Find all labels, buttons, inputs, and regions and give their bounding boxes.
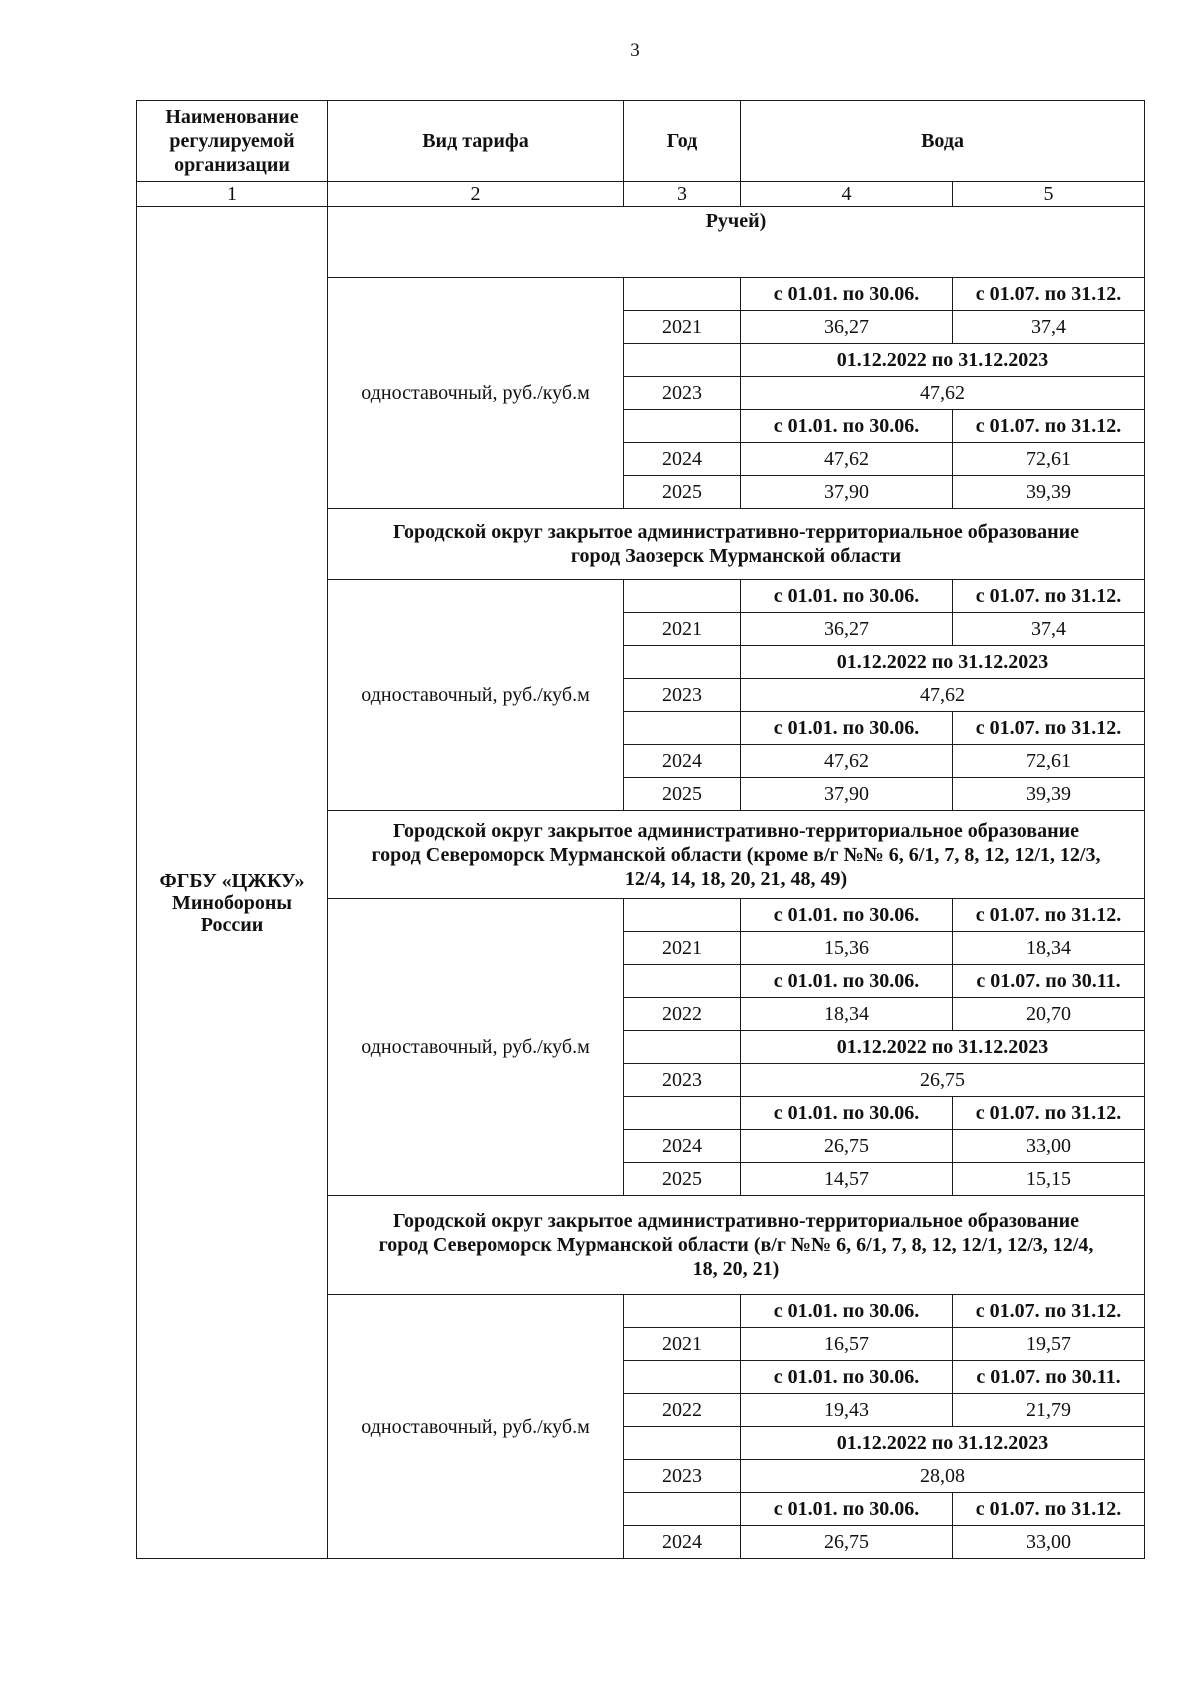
column-number: 2 bbox=[328, 182, 624, 207]
section-title: Городской округ закрытое административно-территориальное образование город Заозерск Мурманской области bbox=[328, 509, 1145, 580]
tariff-table bbox=[136, 100, 1145, 1559]
year-cell: 2022 bbox=[624, 1394, 741, 1427]
year-cell: 2024 bbox=[624, 1130, 741, 1163]
period-full-label: 01.12.2022 по 31.12.2023 bbox=[741, 344, 1145, 377]
period-end-label: с 01.07. по 30.11. bbox=[953, 965, 1145, 998]
year-cell: 2024 bbox=[624, 443, 741, 476]
value-full-period: 28,08 bbox=[741, 1460, 1145, 1493]
value-first-half: 19,43 bbox=[741, 1394, 953, 1427]
header-tariff-type: Вид тарифа bbox=[328, 101, 624, 182]
year-cell: 2023 bbox=[624, 377, 741, 410]
period-end-label: с 01.07. по 31.12. bbox=[953, 410, 1145, 443]
value-first-half: 47,62 bbox=[741, 745, 953, 778]
value-second-half: 19,57 bbox=[953, 1328, 1145, 1361]
period-start-label: с 01.01. по 30.06. bbox=[741, 1361, 953, 1394]
period-start-label: с 01.01. по 30.06. bbox=[741, 1097, 953, 1130]
tariff-type: одноставочный, руб./куб.м bbox=[328, 1295, 624, 1559]
year-cell bbox=[624, 1031, 741, 1064]
value-second-half: 72,61 bbox=[953, 745, 1145, 778]
year-cell: 2021 bbox=[624, 613, 741, 646]
organization-name: ФГБУ «ЦЖКУ» Минобороны России bbox=[137, 207, 328, 1559]
value-first-half: 16,57 bbox=[741, 1328, 953, 1361]
year-cell bbox=[624, 344, 741, 377]
value-second-half: 20,70 bbox=[953, 998, 1145, 1031]
year-cell bbox=[624, 1295, 741, 1328]
year-cell: 2021 bbox=[624, 311, 741, 344]
year-cell: 2024 bbox=[624, 1526, 741, 1559]
year-cell: 2025 bbox=[624, 476, 741, 509]
column-number: 3 bbox=[624, 182, 741, 207]
year-cell bbox=[624, 646, 741, 679]
year-cell bbox=[624, 1361, 741, 1394]
header-year: Год bbox=[624, 101, 741, 182]
value-first-half: 18,34 bbox=[741, 998, 953, 1031]
year-cell: 2022 bbox=[624, 998, 741, 1031]
value-second-half: 72,61 bbox=[953, 443, 1145, 476]
value-second-half: 39,39 bbox=[953, 476, 1145, 509]
period-start-label: с 01.01. по 30.06. bbox=[741, 899, 953, 932]
tariff-type: одноставочный, руб./куб.м bbox=[328, 899, 624, 1196]
section-title: Городской округ закрытое административно-территориальное образование город Североморск Мурманской области (в/г №№ 6, 6/1, 7, 8, 12, 12/1, 12/3, 12/4, 18, 20, 21) bbox=[328, 1196, 1145, 1295]
year-cell bbox=[624, 1427, 741, 1460]
year-cell bbox=[624, 1097, 741, 1130]
year-cell bbox=[624, 410, 741, 443]
column-number: 5 bbox=[953, 182, 1145, 207]
header-water: Вода bbox=[741, 101, 1145, 182]
tariff-type: одноставочный, руб./куб.м bbox=[328, 278, 624, 509]
year-cell bbox=[624, 965, 741, 998]
year-cell: 2023 bbox=[624, 1064, 741, 1097]
value-second-half: 33,00 bbox=[953, 1130, 1145, 1163]
period-full-label: 01.12.2022 по 31.12.2023 bbox=[741, 1031, 1145, 1064]
period-start-label: с 01.01. по 30.06. bbox=[741, 1295, 953, 1328]
period-end-label: с 01.07. по 31.12. bbox=[953, 1295, 1145, 1328]
year-cell: 2021 bbox=[624, 932, 741, 965]
section-title-row bbox=[137, 207, 1145, 278]
value-first-half: 37,90 bbox=[741, 476, 953, 509]
value-second-half: 33,00 bbox=[953, 1526, 1145, 1559]
period-end-label: с 01.07. по 31.12. bbox=[953, 899, 1145, 932]
value-first-half: 36,27 bbox=[741, 311, 953, 344]
value-first-half: 47,62 bbox=[741, 443, 953, 476]
header-row bbox=[137, 101, 1145, 182]
value-second-half: 37,4 bbox=[953, 613, 1145, 646]
value-second-half: 21,79 bbox=[953, 1394, 1145, 1427]
page-number: 3 bbox=[630, 40, 640, 61]
year-cell bbox=[624, 899, 741, 932]
value-full-period: 26,75 bbox=[741, 1064, 1145, 1097]
year-cell: 2025 bbox=[624, 778, 741, 811]
year-cell bbox=[624, 712, 741, 745]
period-full-label: 01.12.2022 по 31.12.2023 bbox=[741, 1427, 1145, 1460]
value-first-half: 36,27 bbox=[741, 613, 953, 646]
value-first-half: 26,75 bbox=[741, 1130, 953, 1163]
value-first-half: 15,36 bbox=[741, 932, 953, 965]
value-second-half: 37,4 bbox=[953, 311, 1145, 344]
period-start-label: с 01.01. по 30.06. bbox=[741, 965, 953, 998]
year-cell: 2025 bbox=[624, 1163, 741, 1196]
year-cell: 2021 bbox=[624, 1328, 741, 1361]
value-full-period: 47,62 bbox=[741, 377, 1145, 410]
period-full-label: 01.12.2022 по 31.12.2023 bbox=[741, 646, 1145, 679]
section-title: Ручей) bbox=[328, 207, 1145, 278]
period-end-label: с 01.07. по 31.12. bbox=[953, 1493, 1145, 1526]
period-end-label: с 01.07. по 31.12. bbox=[953, 580, 1145, 613]
year-cell: 2023 bbox=[624, 679, 741, 712]
period-start-label: с 01.01. по 30.06. bbox=[741, 712, 953, 745]
period-end-label: с 01.07. по 31.12. bbox=[953, 1097, 1145, 1130]
section-title: Городской округ закрытое административно-территориальное образование город Североморск Мурманской области (кроме в/г №№ 6, 6/1, 7, 8, 12, 12/1, 12/3, 12/4, 14, 18, 20, 21, 48, 49) bbox=[328, 811, 1145, 899]
period-start-label: с 01.01. по 30.06. bbox=[741, 580, 953, 613]
value-first-half: 26,75 bbox=[741, 1526, 953, 1559]
period-end-label: с 01.07. по 31.12. bbox=[953, 278, 1145, 311]
period-start-label: с 01.01. по 30.06. bbox=[741, 1493, 953, 1526]
tariff-type: одноставочный, руб./куб.м bbox=[328, 580, 624, 811]
year-cell: 2024 bbox=[624, 745, 741, 778]
column-number: 4 bbox=[741, 182, 953, 207]
value-first-half: 37,90 bbox=[741, 778, 953, 811]
year-cell bbox=[624, 278, 741, 311]
period-start-label: с 01.01. по 30.06. bbox=[741, 410, 953, 443]
value-second-half: 15,15 bbox=[953, 1163, 1145, 1196]
column-numbers-row bbox=[137, 182, 1145, 207]
period-end-label: с 01.07. по 30.11. bbox=[953, 1361, 1145, 1394]
year-cell: 2023 bbox=[624, 1460, 741, 1493]
column-number: 1 bbox=[137, 182, 328, 207]
value-full-period: 47,62 bbox=[741, 679, 1145, 712]
value-first-half: 14,57 bbox=[741, 1163, 953, 1196]
period-start-label: с 01.01. по 30.06. bbox=[741, 278, 953, 311]
value-second-half: 18,34 bbox=[953, 932, 1145, 965]
header-organization: Наименование регулируемой организации bbox=[137, 101, 328, 182]
value-second-half: 39,39 bbox=[953, 778, 1145, 811]
period-end-label: с 01.07. по 31.12. bbox=[953, 712, 1145, 745]
year-cell bbox=[624, 580, 741, 613]
year-cell bbox=[624, 1493, 741, 1526]
